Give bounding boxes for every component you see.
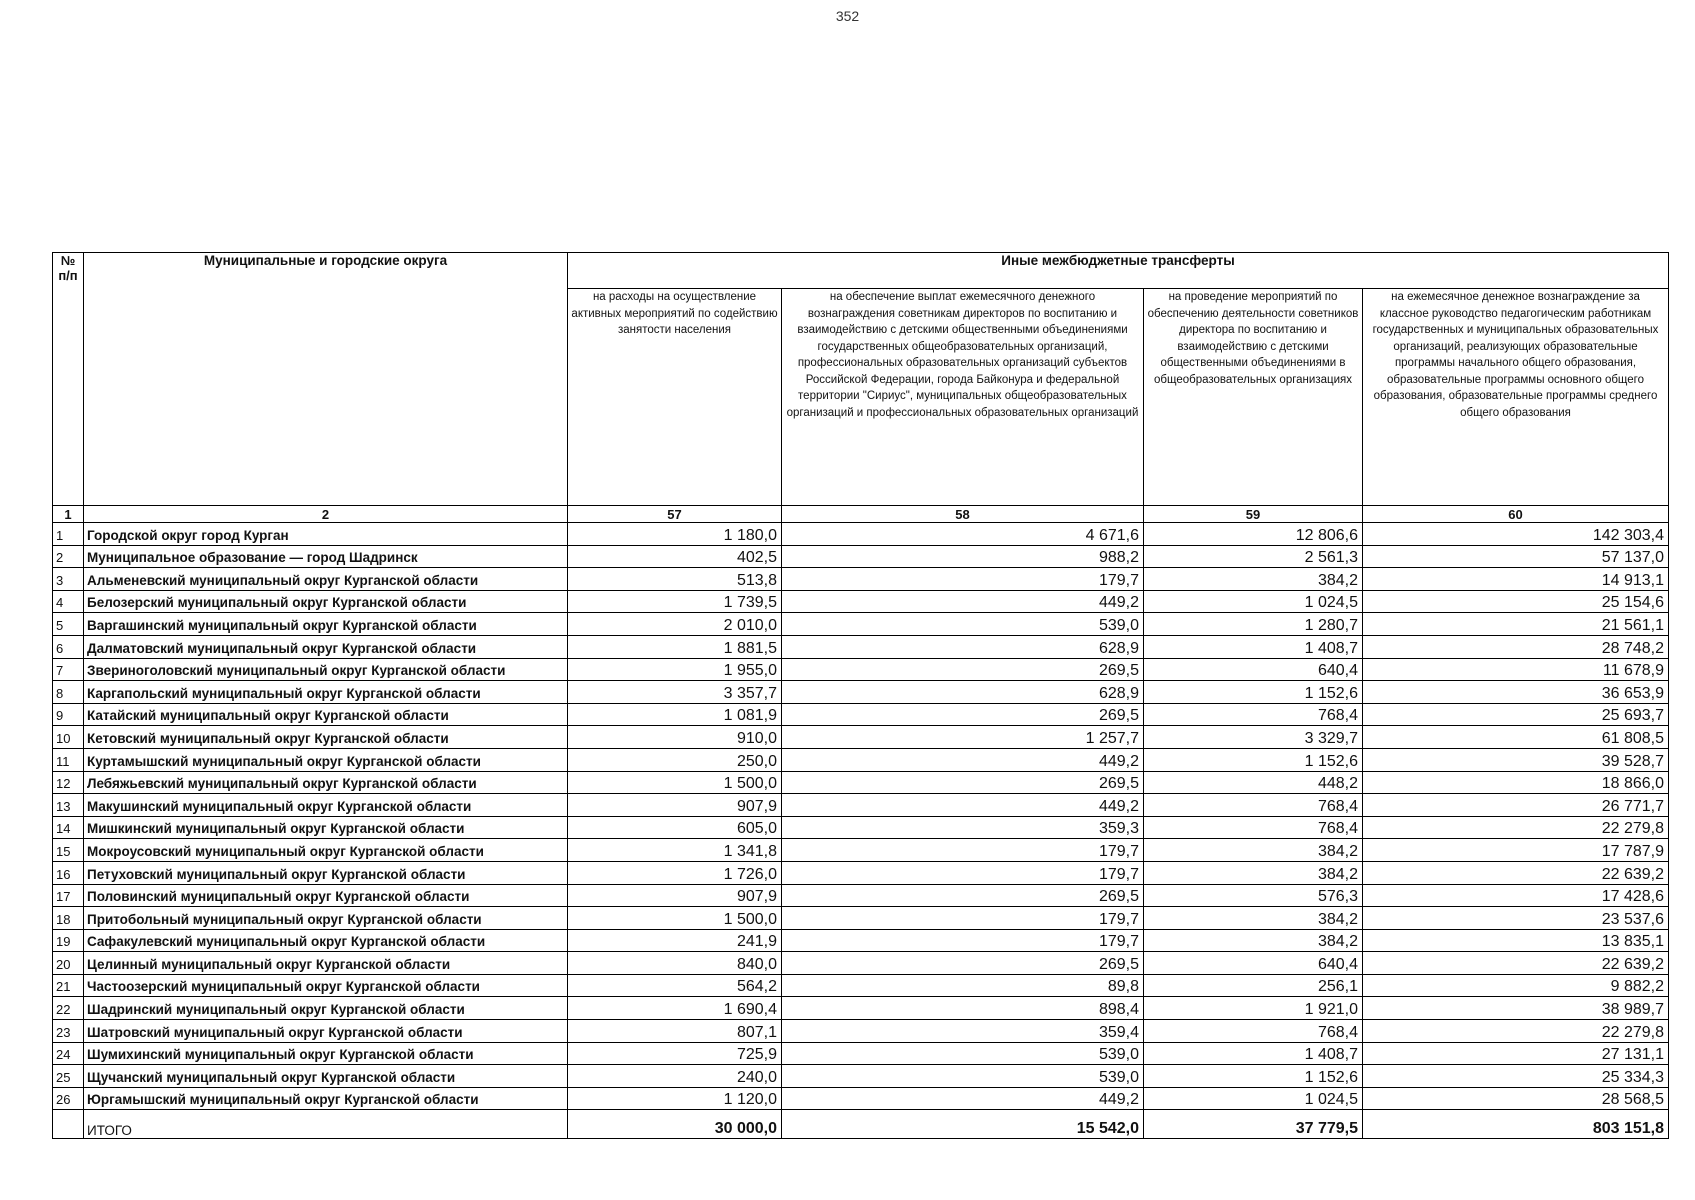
row-number: 8: [53, 681, 84, 704]
value-col-58: 449,2: [782, 1087, 1144, 1110]
value-col-59: 2 561,3: [1144, 545, 1363, 568]
district-name: Далматовский муниципальный округ Курганской области: [84, 635, 568, 658]
table-body: [53, 523, 1669, 1110]
value-col-57: 807,1: [568, 1020, 782, 1043]
value-col-58: 539,0: [782, 1065, 1144, 1088]
value-col-59: 12 806,6: [1144, 523, 1363, 546]
district-name: Муниципальное образование — город Шадринск: [84, 545, 568, 568]
value-col-60: 61 808,5: [1363, 726, 1669, 749]
table-row: [53, 726, 1669, 749]
row-number: 17: [53, 884, 84, 907]
value-col-60: 22 279,8: [1363, 1020, 1669, 1043]
district-name: Сафакулевский муниципальный округ Курганской области: [84, 929, 568, 952]
row-number: 25: [53, 1065, 84, 1088]
value-col-58: 4 671,6: [782, 523, 1144, 546]
value-col-57: 907,9: [568, 884, 782, 907]
value-col-60: 27 131,1: [1363, 1042, 1669, 1065]
total-value-57: 30 000,0: [568, 1110, 782, 1139]
total-value-60: 803 151,8: [1363, 1110, 1669, 1139]
district-name: Катайский муниципальный округ Курганской области: [84, 703, 568, 726]
value-col-60: 38 989,7: [1363, 997, 1669, 1020]
value-col-58: 359,4: [782, 1020, 1144, 1043]
district-name: Целинный муниципальный округ Курганской области: [84, 952, 568, 975]
page-number: 352: [835, 8, 860, 24]
row-number: 22: [53, 997, 84, 1020]
row-number: 13: [53, 794, 84, 817]
value-col-60: 57 137,0: [1363, 545, 1669, 568]
column-number: 59: [1144, 506, 1363, 523]
value-col-57: 1 881,5: [568, 635, 782, 658]
value-col-57: 2 010,0: [568, 613, 782, 636]
value-col-59: 1 024,5: [1144, 590, 1363, 613]
district-name: Юргамышский муниципальный округ Курганской области: [84, 1087, 568, 1110]
value-col-57: 1 955,0: [568, 658, 782, 681]
row-number: 4: [53, 590, 84, 613]
column-numbers-row: [53, 506, 1669, 523]
value-col-60: 25 334,3: [1363, 1065, 1669, 1088]
value-col-60: 28 568,5: [1363, 1087, 1669, 1110]
value-col-59: 384,2: [1144, 839, 1363, 862]
table-row: [53, 1065, 1669, 1088]
value-col-59: 3 329,7: [1144, 726, 1363, 749]
row-number: 24: [53, 1042, 84, 1065]
value-col-58: 449,2: [782, 590, 1144, 613]
district-name: Шадринский муниципальный округ Курганской области: [84, 997, 568, 1020]
value-col-57: 1 081,9: [568, 703, 782, 726]
table-row: [53, 952, 1669, 975]
table-row: [53, 907, 1669, 930]
row-number: 18: [53, 907, 84, 930]
value-col-60: 25 154,6: [1363, 590, 1669, 613]
value-col-60: 13 835,1: [1363, 929, 1669, 952]
value-col-59: 768,4: [1144, 703, 1363, 726]
value-col-58: 539,0: [782, 1042, 1144, 1065]
table-row: [53, 997, 1669, 1020]
value-col-58: 179,7: [782, 568, 1144, 591]
value-col-60: 36 653,9: [1363, 681, 1669, 704]
header-row-number: № п/п: [53, 253, 84, 506]
value-col-58: 628,9: [782, 681, 1144, 704]
value-col-58: 898,4: [782, 997, 1144, 1020]
value-col-58: 179,7: [782, 907, 1144, 930]
value-col-58: 449,2: [782, 748, 1144, 771]
value-col-60: 25 693,7: [1363, 703, 1669, 726]
value-col-59: 768,4: [1144, 794, 1363, 817]
table-row: [53, 974, 1669, 997]
value-col-57: 1 500,0: [568, 907, 782, 930]
row-number: 15: [53, 839, 84, 862]
row-number: 16: [53, 861, 84, 884]
district-name: Куртамышский муниципальный округ Курганской области: [84, 748, 568, 771]
total-label: ИТОГО: [84, 1110, 568, 1139]
value-col-58: 179,7: [782, 929, 1144, 952]
value-col-58: 179,7: [782, 839, 1144, 862]
district-name: Варгашинский муниципальный округ Курганской области: [84, 613, 568, 636]
value-col-60: 17 428,6: [1363, 884, 1669, 907]
row-number: 6: [53, 635, 84, 658]
value-col-57: 3 357,7: [568, 681, 782, 704]
value-col-58: 89,8: [782, 974, 1144, 997]
value-col-58: 539,0: [782, 613, 1144, 636]
value-col-57: 907,9: [568, 794, 782, 817]
value-col-57: 1 341,8: [568, 839, 782, 862]
district-name: Притобольный муниципальный округ Курганской области: [84, 907, 568, 930]
value-col-59: 768,4: [1144, 1020, 1363, 1043]
table-row: [53, 590, 1669, 613]
value-col-57: 240,0: [568, 1065, 782, 1088]
value-col-58: 269,5: [782, 771, 1144, 794]
value-col-60: 39 528,7: [1363, 748, 1669, 771]
header-districts: Муниципальные и городские округа: [84, 253, 568, 506]
row-number: 12: [53, 771, 84, 794]
total-row: [53, 1110, 1669, 1139]
value-col-59: 768,4: [1144, 816, 1363, 839]
district-name: Мишкинский муниципальный округ Курганской области: [84, 816, 568, 839]
value-col-57: 1 726,0: [568, 861, 782, 884]
row-number: 3: [53, 568, 84, 591]
district-name: Белозерский муниципальный округ Курганской области: [84, 590, 568, 613]
column-number: 58: [782, 506, 1144, 523]
table-row: [53, 523, 1669, 546]
district-name: Звериноголовский муниципальный округ Курганской области: [84, 658, 568, 681]
row-number: 2: [53, 545, 84, 568]
value-col-57: 1 180,0: [568, 523, 782, 546]
row-number: 10: [53, 726, 84, 749]
table-row: [53, 568, 1669, 591]
value-col-60: 22 639,2: [1363, 861, 1669, 884]
value-col-60: 26 771,7: [1363, 794, 1669, 817]
district-name: Лебяжьевский муниципальный округ Курганской области: [84, 771, 568, 794]
value-col-57: 840,0: [568, 952, 782, 975]
district-name: Шатровский муниципальный округ Курганской области: [84, 1020, 568, 1043]
header-col-59: на проведение мероприятий по обеспечению деятельности советников директора по воспитанию и взаимодействию с детскими общественными объединениями в общеобразовательных организациях: [1144, 289, 1363, 506]
value-col-60: 23 537,6: [1363, 907, 1669, 930]
value-col-57: 513,8: [568, 568, 782, 591]
value-col-59: 1 408,7: [1144, 635, 1363, 658]
column-number: 60: [1363, 506, 1669, 523]
value-col-57: 725,9: [568, 1042, 782, 1065]
table-row: [53, 545, 1669, 568]
table-row: [53, 884, 1669, 907]
header-col-57: на расходы на осуществление активных мероприятий по содействию занятости населения: [568, 289, 782, 506]
table-row: [53, 839, 1669, 862]
district-name: Шумихинский муниципальный округ Курганской области: [84, 1042, 568, 1065]
header-col-60: на ежемесячное денежное вознаграждение за классное руководство педагогическим работникам государственных и муниципальных образовательных организаций, реализующих образовательные программы начального общего образования, образовательные программы основного общего образования, образовательные программы среднего общего образования: [1363, 289, 1669, 506]
value-col-57: 605,0: [568, 816, 782, 839]
district-name: Городской округ город Курган: [84, 523, 568, 546]
value-col-57: 564,2: [568, 974, 782, 997]
district-name: Кетовский муниципальный округ Курганской области: [84, 726, 568, 749]
district-name: Частоозерский муниципальный округ Курганской области: [84, 974, 568, 997]
district-name: Мокроусовский муниципальный округ Курганской области: [84, 839, 568, 862]
district-name: Половинский муниципальный округ Курганской области: [84, 884, 568, 907]
value-col-58: 1 257,7: [782, 726, 1144, 749]
value-col-59: 1 152,6: [1144, 1065, 1363, 1088]
value-col-60: 17 787,9: [1363, 839, 1669, 862]
table-row: [53, 1087, 1669, 1110]
value-col-60: 142 303,4: [1363, 523, 1669, 546]
table-row: [53, 794, 1669, 817]
value-col-57: 1 500,0: [568, 771, 782, 794]
value-col-57: 1 120,0: [568, 1087, 782, 1110]
value-col-60: 14 913,1: [1363, 568, 1669, 591]
budget-transfers-table: [52, 252, 1669, 1139]
table-row: [53, 1042, 1669, 1065]
column-number: 57: [568, 506, 782, 523]
value-col-57: 1 739,5: [568, 590, 782, 613]
table-row: [53, 1020, 1669, 1043]
value-col-59: 1 152,6: [1144, 681, 1363, 704]
value-col-58: 269,5: [782, 658, 1144, 681]
header-transfers-group: Иные межбюджетные трансферты: [568, 253, 1669, 289]
value-col-59: 1 024,5: [1144, 1087, 1363, 1110]
value-col-60: 9 882,2: [1363, 974, 1669, 997]
value-col-58: 269,5: [782, 952, 1144, 975]
value-col-59: 640,4: [1144, 658, 1363, 681]
table-row: [53, 703, 1669, 726]
value-col-59: 384,2: [1144, 929, 1363, 952]
row-number: 21: [53, 974, 84, 997]
column-number: 1: [53, 506, 84, 523]
table-row: [53, 861, 1669, 884]
column-number: 2: [84, 506, 568, 523]
value-col-57: 1 690,4: [568, 997, 782, 1020]
table-row: [53, 635, 1669, 658]
value-col-60: 22 279,8: [1363, 816, 1669, 839]
district-name: Каргапольский муниципальный округ Курганской области: [84, 681, 568, 704]
table-row: [53, 816, 1669, 839]
value-col-60: 22 639,2: [1363, 952, 1669, 975]
value-col-58: 269,5: [782, 703, 1144, 726]
total-value-59: 37 779,5: [1144, 1110, 1363, 1139]
value-col-59: 384,2: [1144, 907, 1363, 930]
row-number: 19: [53, 929, 84, 952]
value-col-57: 250,0: [568, 748, 782, 771]
value-col-57: 402,5: [568, 545, 782, 568]
row-number: 7: [53, 658, 84, 681]
row-number: 20: [53, 952, 84, 975]
value-col-57: 910,0: [568, 726, 782, 749]
row-number: 1: [53, 523, 84, 546]
table-row: [53, 658, 1669, 681]
table-row: [53, 771, 1669, 794]
row-number: 23: [53, 1020, 84, 1043]
district-name: Петуховский муниципальный округ Курганской области: [84, 861, 568, 884]
value-col-59: 448,2: [1144, 771, 1363, 794]
value-col-60: 21 561,1: [1363, 613, 1669, 636]
total-number-cell: [53, 1110, 84, 1139]
table-row: [53, 929, 1669, 952]
value-col-59: 384,2: [1144, 861, 1363, 884]
row-number: 5: [53, 613, 84, 636]
value-col-59: 1 408,7: [1144, 1042, 1363, 1065]
row-number: 14: [53, 816, 84, 839]
value-col-60: 11 678,9: [1363, 658, 1669, 681]
row-number: 26: [53, 1087, 84, 1110]
value-col-58: 269,5: [782, 884, 1144, 907]
value-col-59: 1 152,6: [1144, 748, 1363, 771]
value-col-59: 576,3: [1144, 884, 1363, 907]
row-number: 9: [53, 703, 84, 726]
district-name: Щучанский муниципальный округ Курганской области: [84, 1065, 568, 1088]
value-col-59: 1 280,7: [1144, 613, 1363, 636]
value-col-60: 28 748,2: [1363, 635, 1669, 658]
value-col-58: 628,9: [782, 635, 1144, 658]
value-col-59: 640,4: [1144, 952, 1363, 975]
value-col-58: 359,3: [782, 816, 1144, 839]
district-name: Макушинский муниципальный округ Курганской области: [84, 794, 568, 817]
row-number: 11: [53, 748, 84, 771]
value-col-57: 241,9: [568, 929, 782, 952]
table-row: [53, 613, 1669, 636]
total-value-58: 15 542,0: [782, 1110, 1144, 1139]
value-col-60: 18 866,0: [1363, 771, 1669, 794]
table-row: [53, 681, 1669, 704]
header-col-58: на обеспечение выплат ежемесячного денежного вознаграждения советникам директоров по воспитанию и взаимодействию с детскими общественными объединениями государственных общеобразовательных организаций, профессиональных образовательных организаций субъектов Российской Федерации, города Байконура и федеральной территории "Сириус", муниципальных общеобразовательных организаций и профессиональных образовательных организаций: [782, 289, 1144, 506]
value-col-59: 256,1: [1144, 974, 1363, 997]
table-row: [53, 748, 1669, 771]
value-col-58: 449,2: [782, 794, 1144, 817]
district-name: Альменевский муниципальный округ Курганской области: [84, 568, 568, 591]
value-col-58: 988,2: [782, 545, 1144, 568]
value-col-59: 1 921,0: [1144, 997, 1363, 1020]
value-col-58: 179,7: [782, 861, 1144, 884]
value-col-59: 384,2: [1144, 568, 1363, 591]
